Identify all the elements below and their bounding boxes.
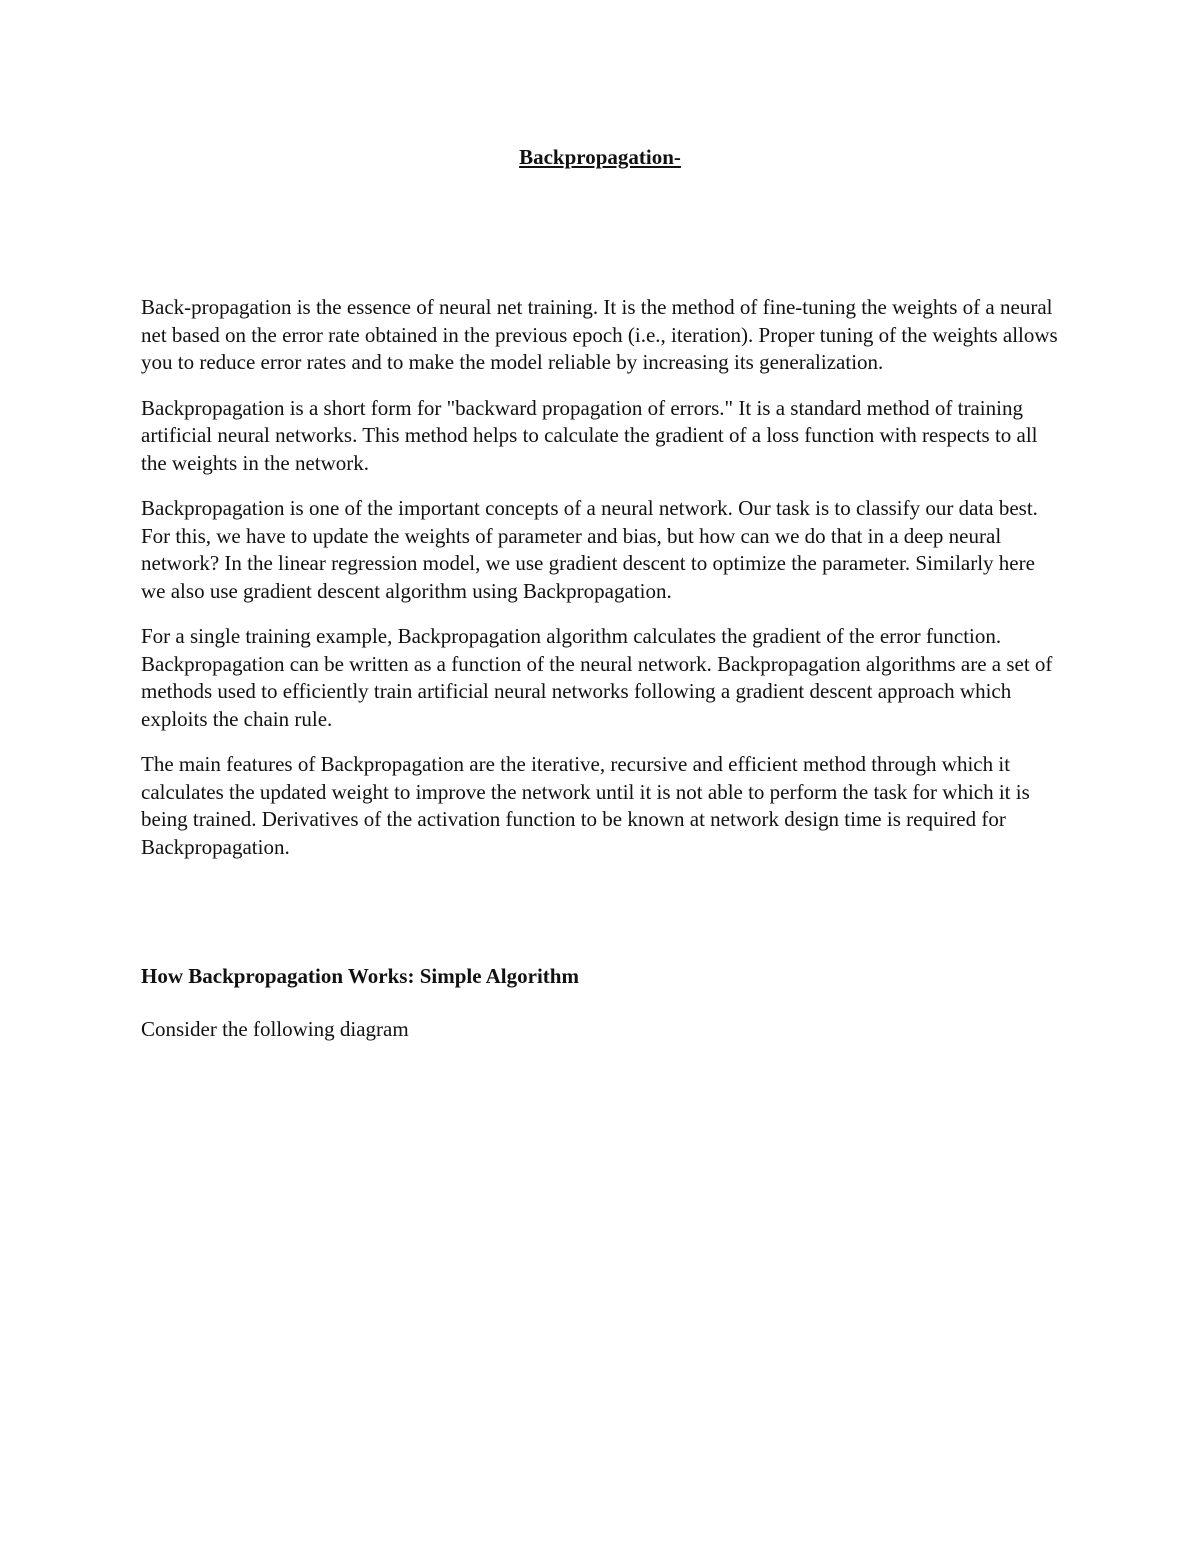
section-heading: How Backpropagation Works: Simple Algorithm (141, 964, 579, 988)
paragraph: Back-propagation is the essence of neural net training. It is the method of fine-tuning the weights of a neural net based on the error rate obtained in the previous epoch (i.e., iteration). Proper tuning of the weights allows you to reduce error rates and to make the model reliable by increasing its generalization. (141, 295, 1058, 374)
paragraph: Backpropagation is one of the important concepts of a neural network. Our task is to classify our data best. For this, we have to update the weights of parameter and bias, but how can we do that in a deep neural network? In the linear regression model, we use gradient descent to optimize the parameter. Similarly here we also use gradient descent algorithm using Backpropagation. (141, 496, 1038, 603)
paragraph: For a single training example, Backpropagation algorithm calculates the gradient of the error function. Backpropagation can be written as a function of the neural network. Backpropagation algorithms are a set of methods used to efficiently train artificial neural networks following a gradient descent approach which exploits the chain rule. (141, 624, 1053, 731)
document-title: Backpropagation- (519, 145, 681, 169)
document-body (141, 294, 1061, 879)
paragraph: The main features of Backpropagation are the iterative, recursive and efficient method through which it calculates the updated weight to improve the network until it is not able to perform the task for which it is being trained. Derivatives of the activation function to be known at network design time is required for Backpropagation. (141, 752, 1030, 859)
paragraph: Backpropagation is a short form for "backward propagation of errors." It is a standard method of training artificial neural networks. This method helps to calculate the gradient of a loss function with respects to all the weights in the network. (141, 395, 1038, 475)
section-text: Consider the following diagram (141, 1017, 409, 1041)
